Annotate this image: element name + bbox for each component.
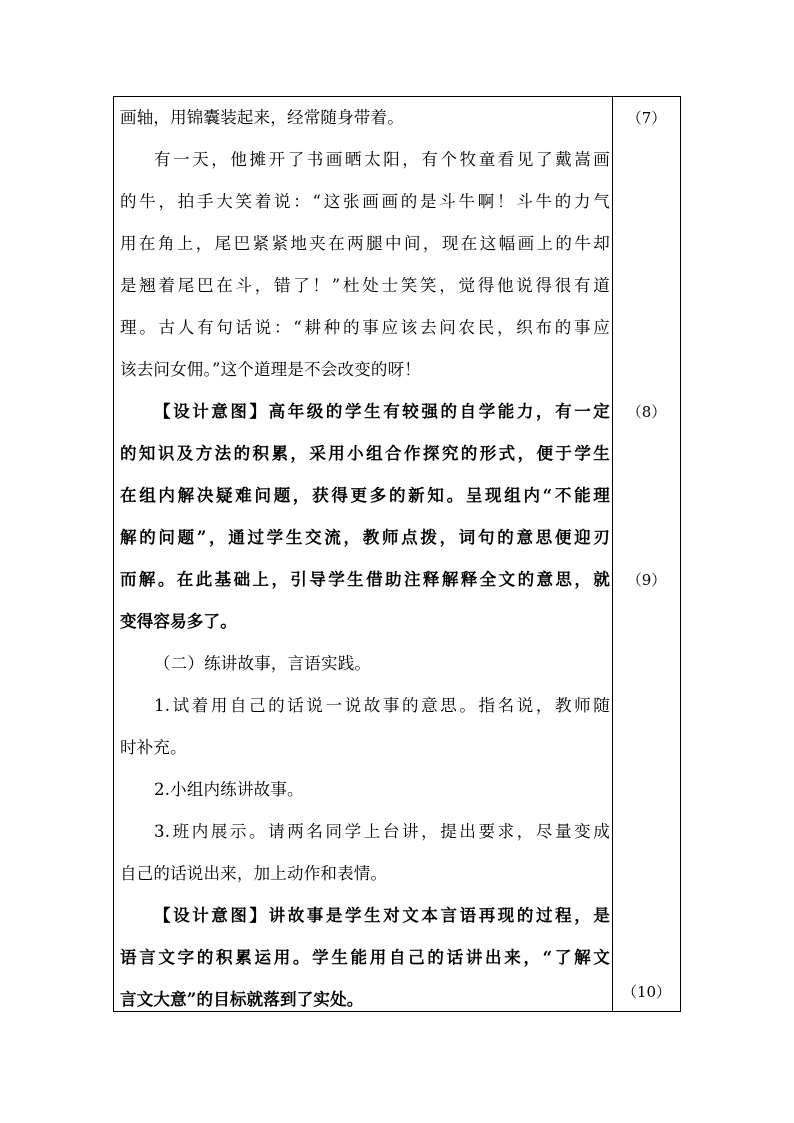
text-line: 自己的话说出来，加上动作和表情。 <box>120 864 388 883</box>
text-line: 有一天，他摊开了书画晒太阳，有个牧童看见了戴嵩画 <box>154 150 610 169</box>
lesson-table <box>113 96 681 1012</box>
text-line: 1.试着用自己的话说一说故事的意思。指名说，教师随 <box>154 696 610 715</box>
note-number: （7） <box>626 109 667 127</box>
text-line: 用在角上，尾巴紧紧地夹在两腿中间，现在这幅画上的牛却 <box>120 234 610 253</box>
design-intent-line: 解的问题”，通过学生交流，教师点拨，词句的意思便迎刃 <box>120 528 610 547</box>
text-line: 是翘着尾巴在斗，错了！”杜处士笑笑，觉得他说得很有道 <box>120 276 610 295</box>
note-number: （8） <box>626 403 667 421</box>
note-number: （10） <box>621 983 672 1001</box>
text-line: 的牛，拍手大笑着说：“这张画画的是斗牛啊！斗牛的力气 <box>120 192 610 211</box>
design-intent-line: 言文大意”的目标就落到了实处。 <box>120 990 364 1009</box>
text-line: 该去问女佣。”这个道理是不会改变的呀！ <box>120 360 421 379</box>
text-line: 画轴，用锦囊装起来，经常随身带着。 <box>120 108 404 127</box>
text-line: 时补充。 <box>120 738 187 757</box>
column-divider <box>612 97 613 1011</box>
section-heading: （二）练讲故事，言语实践。 <box>154 654 372 673</box>
design-intent-line: 【设计意图】讲故事是学生对文本言语再现的过程，是 <box>154 906 610 925</box>
design-intent-line: 【设计意图】高年级的学生有较强的自学能力，有一定 <box>154 402 610 421</box>
text-line: 理。古人有句话说：“耕种的事应该去问农民，织布的事应 <box>120 318 610 337</box>
design-intent-line: 在组内解决疑难问题，获得更多的新知。呈现组内“不能理 <box>120 486 610 505</box>
design-intent-line: 的知识及方法的积累，采用小组合作探究的形式，便于学生 <box>120 444 610 463</box>
note-number: （9） <box>626 571 667 589</box>
design-intent-line: 变得容易多了。 <box>120 612 237 631</box>
design-intent-line: 语言文字的积累运用。学生能用自己的话讲出来，“了解文 <box>120 948 610 967</box>
text-line: 2.小组内练讲故事。 <box>154 780 304 799</box>
text-line: 3.班内展示。请两名同学上台讲，提出要求，尽量变成 <box>154 822 610 841</box>
design-intent-line: 而解。在此基础上，引导学生借助注释解释全文的意思，就 <box>120 570 610 589</box>
